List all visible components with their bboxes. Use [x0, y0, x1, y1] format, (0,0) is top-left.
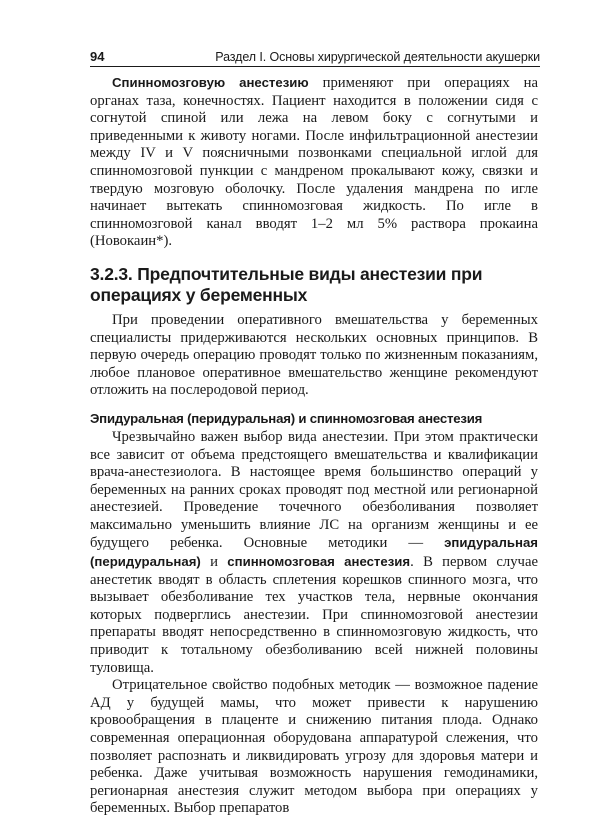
- running-header: [90, 44, 540, 64]
- section-heading: 3.2.3. Предпочтительные виды анестезии при операциях у беременных: [90, 263, 483, 305]
- paragraph-negative-property: Отрицательное свойство подобных методик — возможное падение АД у будущей мамы, что может привести к нарушению кровообращения в плаценте и снижению питания плода. Однако современная операционная оборудована аппаратурой слежения, что позволяет распознать и ликвидировать угрозу для здоровья матери и ребенка. Даже учитывая возможность нарушения гемодинамики, регионарная анестезия служит методом выбора при операциях у беременных. Выбор препаратов: [90, 677, 538, 817]
- body-text: [90, 74, 538, 818]
- subsection-heading: Эпидуральная (перидуральная) и спинномозговая анестезия: [90, 410, 483, 426]
- running-title: Раздел I. Основы хирургической деятельности акушерки: [215, 50, 540, 64]
- paragraph-text: . В первом случае анестетик вводят в область сплетения корешков спинного мозга, что вызывает обезболивание тех участков тела, нервные окончания которых подверглись анестезии. При спинномозговой анестезии препараты вводят непосредственно в спинномозговую жидкость, что приводит к тотальному обезболиванию всей нижней половины туловища.: [90, 554, 538, 676]
- term-epidural: эпидуральная (перидуральная): [90, 535, 538, 570]
- paragraph-spinal-anesthesia: [90, 74, 538, 251]
- page-number: 94: [90, 49, 105, 64]
- header-divider: [90, 66, 540, 67]
- term-spinal: спинномозговая анестезия: [227, 554, 411, 570]
- term-spinal-anesthesia: Спинномозговую анестезию: [112, 75, 309, 90]
- paragraph-text: Чрезвычайно важен выбор вида анестезии. При этом практически все зависит от объема предстоящего вмешательства и квалификации врача-анестезиолога. В настоящее время большинство операций у беременных на ранних сроках проводят под местной или регионарной анестезией. Проведение точечного обезболивания позволяет максимально уменьшить влияние ЛС на организм женщины и ее будущего ребенка. Основные методики —: [90, 428, 538, 552]
- paragraph-text: применяют при операциях на органах таза, конечностях. Пациент находится в положении сидя с согнутой спиной или лежа на левом боку с согнутыми и приведенными к животу ногами. После инфильтрационной анестезии между IV и V поясничными позвонками специальной иглой для спинномозговой пункции с мандреном прокалывают кожу, связки и твердую мозговую оболочку. После удаления мандрена по игле начинает вытекать спинномозговая жидкость. По игле в спинномозговой канал вводят 1–2 мл 5% раствора прокаина (Новокаин*).: [90, 75, 538, 250]
- paragraph-text: и: [200, 554, 228, 571]
- paragraph-principles: При проведении оперативного вмешательства у беременных специалисты придерживаются нескольких основных принципов. В первую очередь операцию проводят только по жизненным показаниям, любое плановое оперативное вмешательство женщине рекомендуют отложить на послеродовой период.: [90, 311, 538, 399]
- paragraph-choice-of-anesthesia: [90, 429, 538, 677]
